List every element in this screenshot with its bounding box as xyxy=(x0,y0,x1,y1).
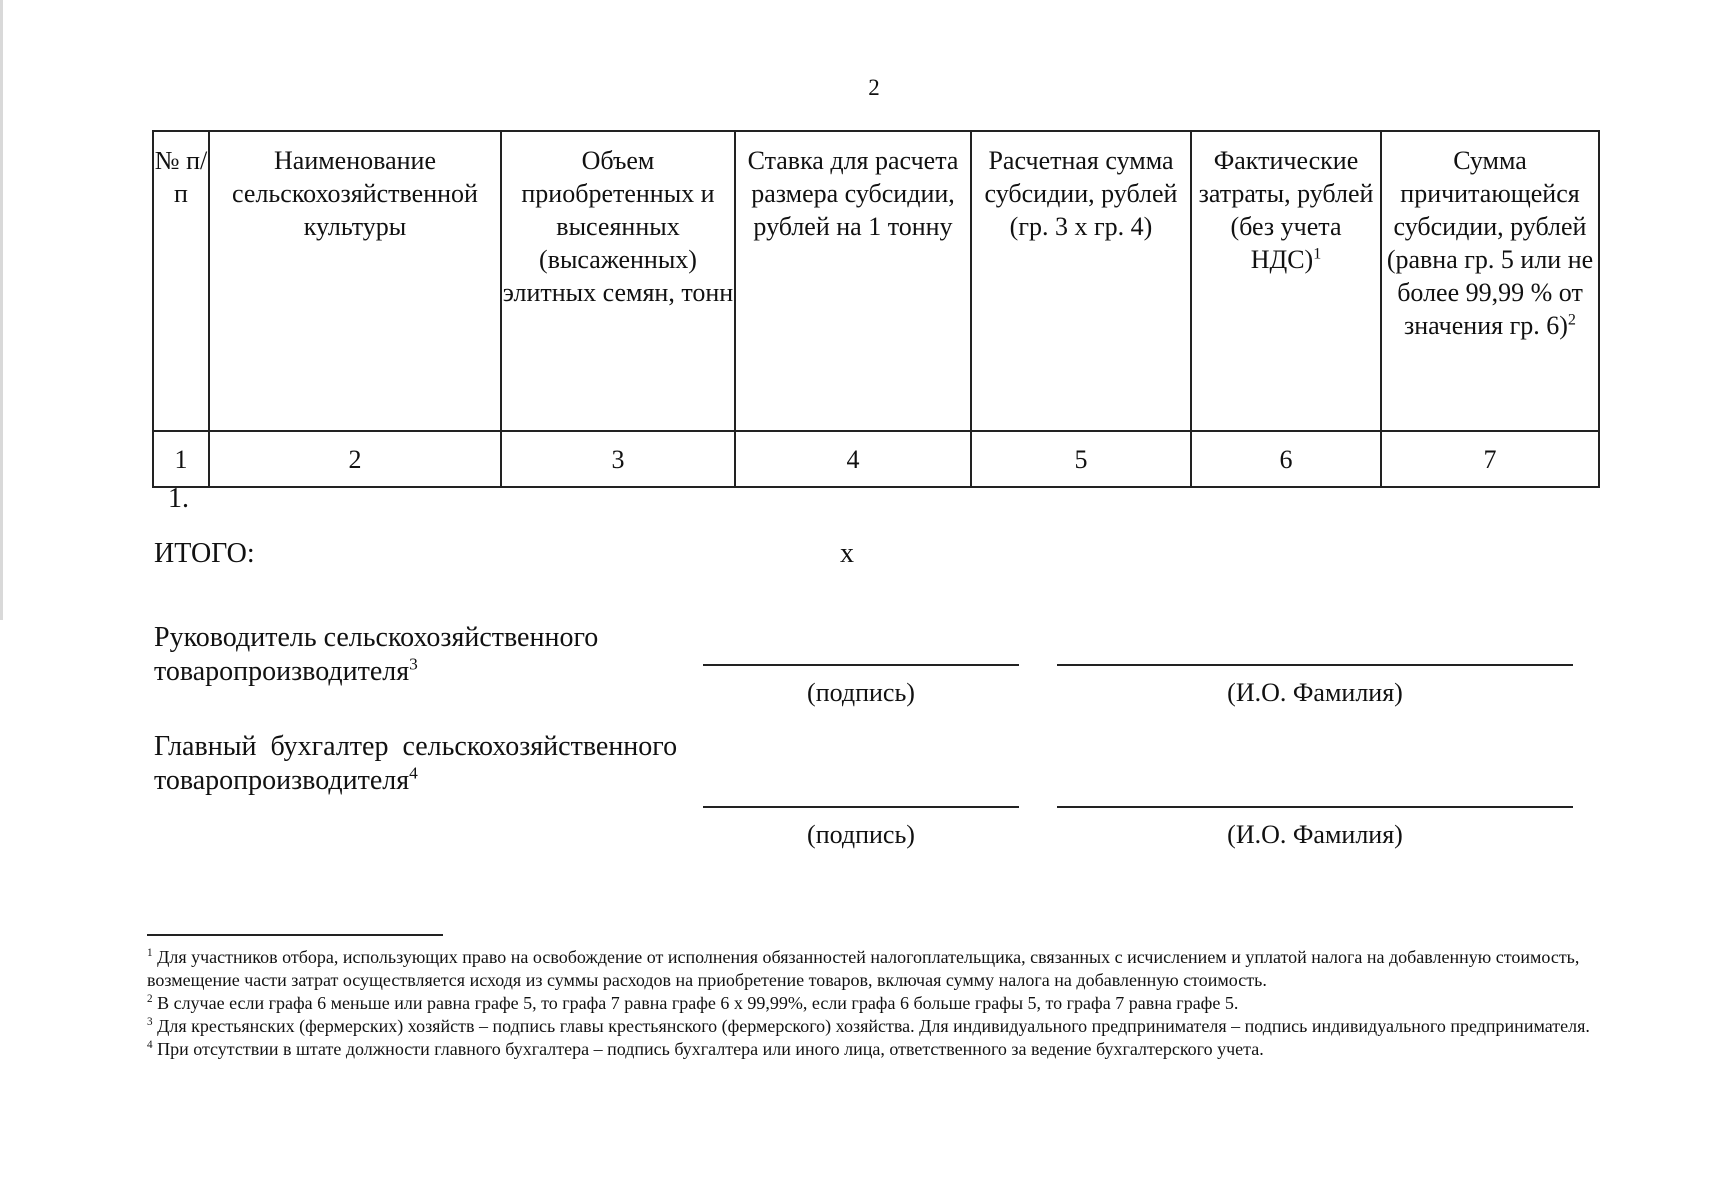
footnote-mark: 4 xyxy=(409,763,418,783)
header-cell-number: № п/п xyxy=(153,131,209,431)
footnote-item: $^4$ При отсутствии в штате должности главного бухгалтера – подпись бухгалтера или иного лица, ответственного за ведение бухгалтерского учета. xyxy=(147,1039,1264,1059)
signatory-accountant-label: Главный бухгалтер сельскохозяйственного товаропроизводителя$^4$ xyxy=(154,731,678,796)
footnote-mark: 2 xyxy=(1567,311,1576,329)
column-number-cell: 5 xyxy=(971,431,1191,487)
signature-line xyxy=(703,806,1019,808)
column-number-cell: 3 xyxy=(501,431,735,487)
column-number-cell: 6 xyxy=(1191,431,1381,487)
header-cell-rate: Ставка для расчета размера субсидии, рублей на 1 тонну xyxy=(735,131,971,431)
footnote-mark: 3 xyxy=(409,654,418,674)
column-number-cell: 1 xyxy=(153,431,209,487)
table-header-row xyxy=(153,131,1599,431)
signature-caption: (подпись) xyxy=(807,678,915,707)
header-cell-actual-costs: Фактические затраты, рублей (без учета НДС)$^1$ xyxy=(1191,131,1381,431)
row-number: 1. xyxy=(168,483,189,514)
name-line xyxy=(1057,664,1573,666)
footnote-mark: 1 xyxy=(1313,245,1322,263)
header-cell-crop: Наименование сельскохозяйственной культуры xyxy=(209,131,501,431)
subsidy-table xyxy=(152,130,1600,488)
footnote-item: $^2$ В случае если графа 6 меньше или равна графе 5, то графа 7 равна графе 6 х 99,99%, если графа 6 больше графы 5, то графа 7 равна графе 5. xyxy=(147,993,1239,1013)
column-number-cell: 4 xyxy=(735,431,971,487)
name-caption: (И.О. Фамилия) xyxy=(1227,678,1403,707)
signature-line xyxy=(703,664,1019,666)
column-number-row xyxy=(153,431,1599,487)
signatory-manager-label: Руководитель сельскохозяйственного товаропроизводителя$^3$ xyxy=(154,622,599,687)
header-cell-calculated-sum: Расчетная сумма субсидии, рублей (гр. 3 х гр. 4) xyxy=(971,131,1191,431)
total-value: х xyxy=(840,538,854,569)
name-line xyxy=(1057,806,1573,808)
header-cell-volume: Объем приобретенных и высеянных (высаженных) элитных семян, тонн xyxy=(501,131,735,431)
page-number: 2 xyxy=(868,75,880,100)
column-number-cell: 2 xyxy=(209,431,501,487)
footnote-item: $^1$ Для участников отбора, использующих право на освобождение от исполнения обязанностей налогоплательщика, связанных с исчислением и уплатой налога на добавленную стоимость, возмещение части затрат осуществляется исходя из суммы расходов на приобретение товаров, включая сумму налога на добавленную стоимость. xyxy=(147,947,1580,990)
total-label: ИТОГО: xyxy=(154,538,255,569)
footnotes xyxy=(147,946,1597,1061)
footnote-item: $^3$ Для крестьянских (фермерских) хозяйств – подпись главы крестьянского (фермерского) хозяйства. Для индивидуального предпринимателя – подпись индивидуального предпринимателя. xyxy=(147,1016,1590,1036)
signature-caption: (подпись) xyxy=(807,820,915,849)
column-number-cell: 7 xyxy=(1381,431,1599,487)
name-caption: (И.О. Фамилия) xyxy=(1227,820,1403,849)
header-cell-subsidy-due: Сумма причитающейся субсидии, рублей (равна гр. 5 или не более 99,99 % от значения гр. 6)$^2$ xyxy=(1381,131,1599,431)
footnote-separator xyxy=(147,934,443,936)
